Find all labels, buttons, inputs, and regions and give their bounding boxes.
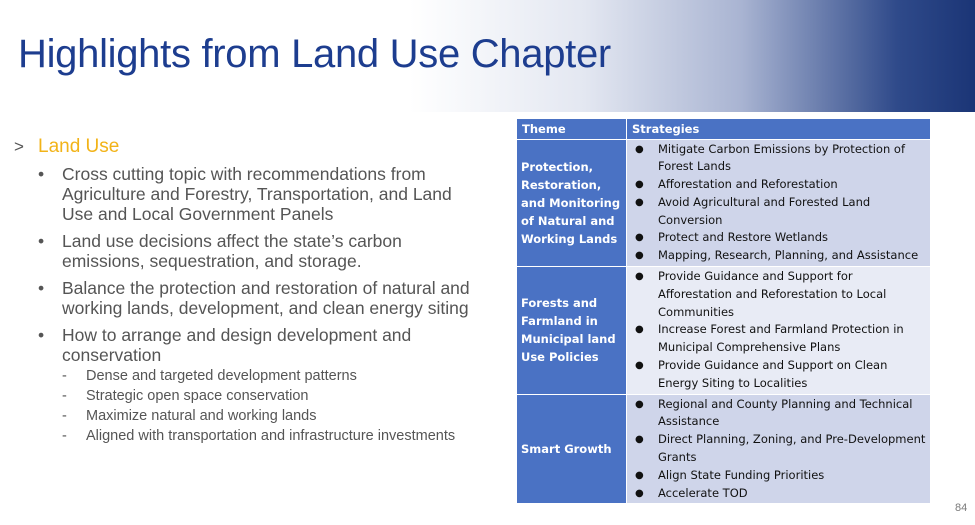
- strategy-text: Regional and County Planning and Technical Assistance: [658, 396, 913, 429]
- strategy-item: [627, 485, 928, 503]
- strategy-item: [627, 268, 928, 321]
- strategy-item: [627, 141, 928, 177]
- strategy-item: [627, 321, 928, 357]
- strategy-item: [627, 247, 928, 265]
- strategies-table: [516, 119, 931, 504]
- bullet-icon: ●: [635, 469, 644, 481]
- strategy-item: [627, 396, 928, 432]
- bullet-icon: ●: [635, 250, 644, 262]
- bullet-text: How to arrange and design development and conservation: [62, 325, 412, 365]
- bullet-icon: ●: [635, 232, 644, 244]
- dash-icon: -: [62, 428, 67, 444]
- strategy-text: Avoid Agricultural and Forested Land Conversion: [658, 194, 871, 227]
- strategies-cell: [627, 139, 931, 267]
- table-row: [517, 394, 931, 504]
- bullet-icon: •: [38, 164, 45, 184]
- section-label: Land Use: [38, 136, 120, 157]
- bullet-icon: ●: [635, 434, 644, 446]
- bullet-icon: ●: [635, 324, 644, 336]
- strategy-item: [627, 467, 928, 485]
- dash-icon: -: [62, 388, 67, 404]
- sub-bullet-list: [14, 368, 484, 445]
- bullet-icon: ●: [635, 487, 644, 499]
- bullet-item: [14, 164, 484, 224]
- strategy-text: Accelerate TOD: [658, 485, 748, 500]
- strategy-text: Direct Planning, Zoning, and Pre-Development Grants: [658, 432, 926, 465]
- sub-bullet-text: Strategic open space conservation: [86, 388, 309, 404]
- sub-bullet-item: [14, 388, 484, 405]
- strategy-item: [627, 229, 928, 247]
- land-use-section: [14, 136, 484, 452]
- table-row: [517, 139, 931, 267]
- sub-bullet-item: [14, 428, 484, 445]
- bullet-icon: •: [38, 325, 45, 345]
- page-number: 84: [955, 502, 968, 514]
- bullet-item: [14, 231, 484, 271]
- bullet-text: Cross cutting topic with recommendations from Agriculture and Forestry, Transportation, and Land Use and Local Government Panels: [62, 164, 452, 224]
- strategies-column-header: Strategies: [627, 119, 931, 139]
- strategy-text: Provide Guidance and Support on Clean Energy Siting to Localities: [658, 358, 888, 390]
- bullet-text: Land use decisions affect the state’s carbon emissions, sequestration, and storage.: [62, 231, 402, 271]
- strategy-text: Mitigate Carbon Emissions by Protection of Forest Lands: [658, 141, 905, 174]
- strategy-text: Afforestation and Reforestation: [658, 177, 838, 192]
- theme-cell: Forests and Farmland in Municipal land Use Policies: [517, 267, 627, 395]
- bullet-item: [14, 325, 484, 445]
- strategy-text: Increase Forest and Farmland Protection in Municipal Comprehensive Plans: [658, 322, 904, 355]
- strategies-cell: [627, 267, 931, 395]
- sub-bullet-text: Maximize natural and working lands: [86, 408, 317, 424]
- strategy-item: [627, 176, 928, 194]
- bullet-text: Balance the protection and restoration of natural and working lands, development, and clean energy siting: [62, 278, 470, 318]
- sub-bullet-text: Aligned with transportation and infrastructure investments: [86, 428, 456, 444]
- strategy-text: Align State Funding Priorities: [658, 467, 825, 482]
- strategy-text: Provide Guidance and Support for Afforestation and Reforestation to Local Communities: [658, 269, 887, 319]
- strategy-item: [627, 431, 928, 467]
- bullet-icon: ●: [635, 179, 644, 191]
- bullet-icon: ●: [635, 196, 644, 208]
- sub-bullet-item: [14, 408, 484, 425]
- theme-cell: Protection, Restoration, and Monitoring of Natural and Working Lands: [517, 139, 627, 267]
- sub-bullet-item: [14, 368, 484, 385]
- chevron-right-icon: >: [14, 137, 24, 156]
- slide-title: Highlights from Land Use Chapter: [18, 32, 611, 76]
- strategy-item: [627, 357, 928, 393]
- theme-cell: Smart Growth: [517, 394, 627, 504]
- table-header-row: [517, 119, 931, 139]
- strategy-text: Protect and Restore Wetlands: [658, 230, 829, 245]
- bullet-list: [14, 164, 484, 445]
- bullet-icon: ●: [635, 360, 644, 372]
- dash-icon: -: [62, 368, 67, 384]
- bullet-icon: ●: [635, 271, 644, 283]
- dash-icon: -: [62, 408, 67, 424]
- table-row: [517, 267, 931, 395]
- strategy-item: [627, 194, 928, 230]
- sub-bullet-text: Dense and targeted development patterns: [86, 368, 357, 384]
- theme-column-header: Theme: [517, 119, 627, 139]
- bullet-icon: ●: [635, 398, 644, 410]
- bullet-item: [14, 278, 484, 318]
- bullet-icon: ●: [635, 143, 644, 155]
- strategy-text: Mapping, Research, Planning, and Assistance: [658, 248, 919, 263]
- bullet-icon: •: [38, 278, 45, 298]
- strategies-cell: [627, 394, 931, 504]
- section-heading: [14, 136, 484, 158]
- bullet-icon: •: [38, 231, 45, 251]
